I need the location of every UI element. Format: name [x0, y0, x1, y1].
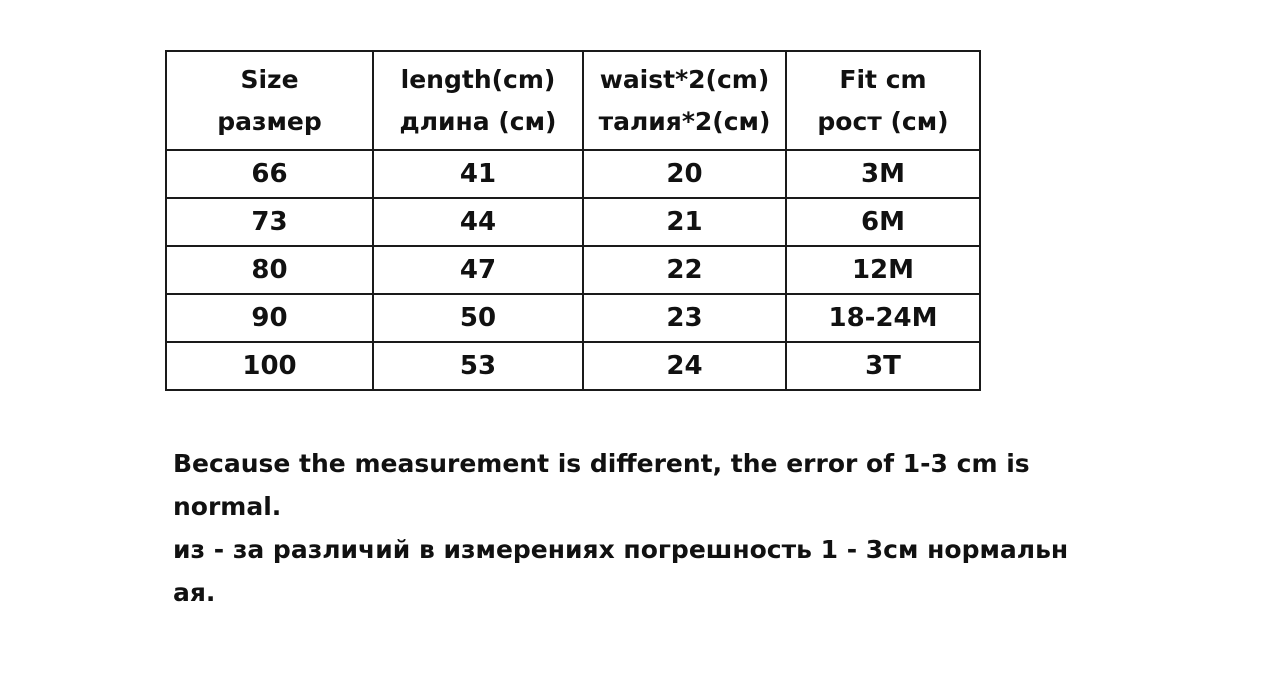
cell-fit: 12M: [786, 246, 980, 294]
table-row: [166, 294, 980, 342]
size-chart-table: [165, 50, 981, 391]
cell-size: 100: [166, 342, 373, 390]
cell-fit: 18-24M: [786, 294, 980, 342]
cell-size: 66: [166, 150, 373, 198]
cell-fit: 6M: [786, 198, 980, 246]
header-waist-ru: талия*2(см): [598, 106, 771, 136]
table-row: [166, 198, 980, 246]
header-size: [166, 51, 373, 150]
header-waist-en: waist*2(cm): [599, 64, 770, 94]
cell-length: 47: [373, 246, 583, 294]
cell-waist: 23: [583, 294, 786, 342]
cell-length: 44: [373, 198, 583, 246]
header-size-en: Size: [240, 64, 299, 94]
cell-fit: 3T: [786, 342, 980, 390]
cell-waist: 24: [583, 342, 786, 390]
cell-waist: 22: [583, 246, 786, 294]
cell-length: 41: [373, 150, 583, 198]
note-en-line2: normal.: [173, 492, 282, 521]
header-fit-ru: рост (см): [817, 106, 949, 136]
cell-size: 73: [166, 198, 373, 246]
table-row: [166, 342, 980, 390]
cell-fit: 3M: [786, 150, 980, 198]
table-header-row: [166, 51, 980, 150]
table-row: [166, 150, 980, 198]
header-waist: [583, 51, 786, 150]
note-ru-line1: из - за различий в измерениях погрешность 1 - 3см нормальн: [173, 535, 1069, 564]
header-length-en: length(cm): [400, 64, 556, 94]
cell-length: 53: [373, 342, 583, 390]
cell-size: 90: [166, 294, 373, 342]
header-fit-en: Fit cm: [839, 64, 927, 94]
cell-size: 80: [166, 246, 373, 294]
cell-waist: 20: [583, 150, 786, 198]
measurement-note: [173, 442, 1173, 614]
cell-waist: 21: [583, 198, 786, 246]
header-length-ru: длина (см): [399, 106, 557, 136]
cell-length: 50: [373, 294, 583, 342]
header-size-ru: размер: [217, 106, 322, 136]
header-length: [373, 51, 583, 150]
table-row: [166, 246, 980, 294]
note-ru-line2: ая.: [173, 578, 216, 607]
header-fit: [786, 51, 980, 150]
note-en-line1: Because the measurement is different, the error of 1-3 cm is: [173, 449, 1030, 478]
